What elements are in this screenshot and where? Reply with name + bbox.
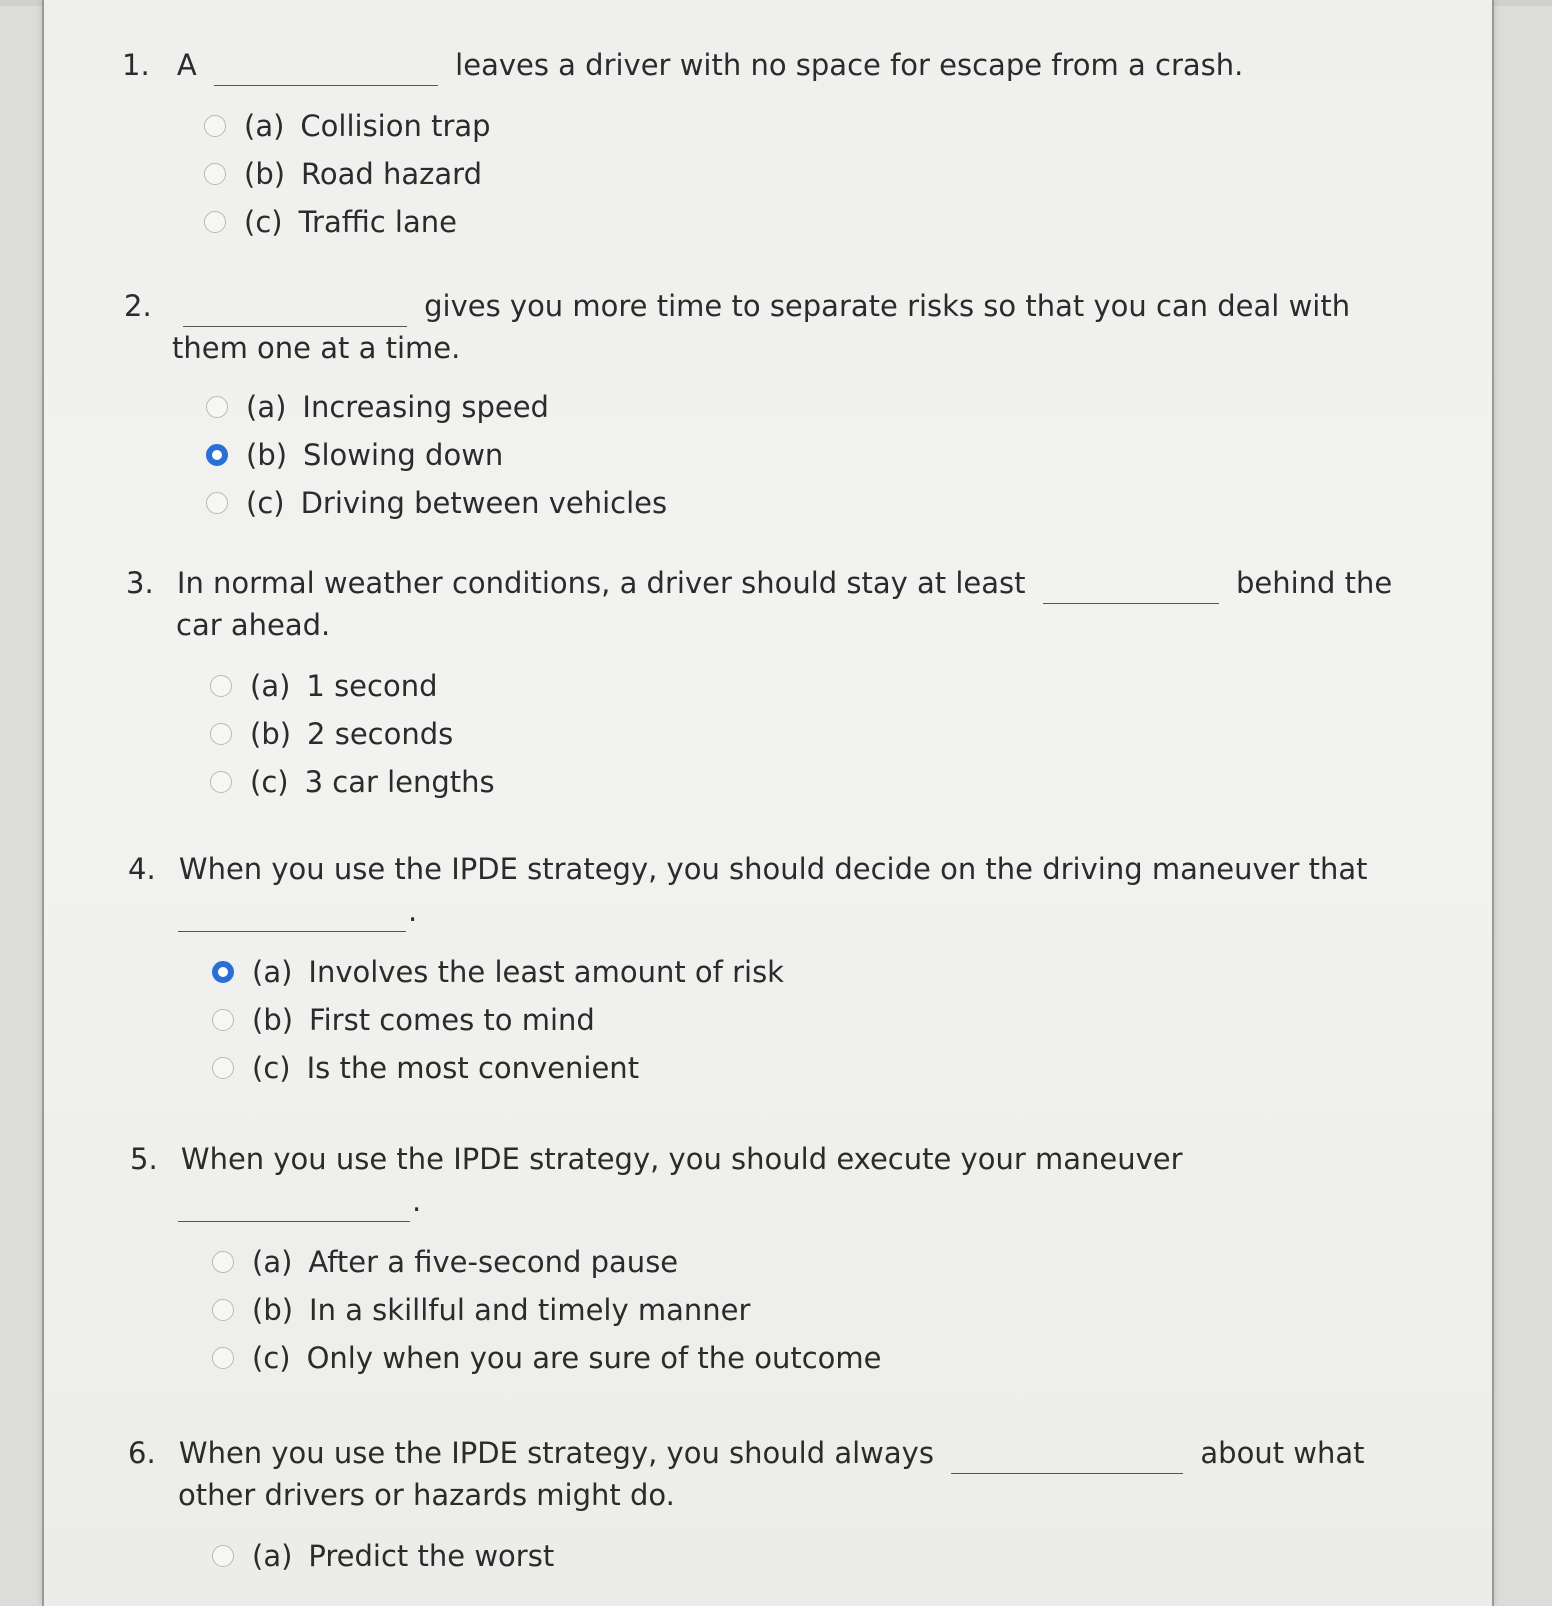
option-b[interactable] [210,710,495,758]
question-3-line [126,562,1552,604]
option-a[interactable] [212,948,784,996]
answer-blank [183,296,407,327]
radio-button[interactable] [206,492,228,514]
radio-button[interactable] [210,675,232,697]
question-text-after: about what [1200,1436,1365,1470]
question-text-before: In normal weather conditions, a driver should stay at least [176,566,1026,600]
question-text-after: behind the [1235,566,1393,600]
question-text-continued: car ahead. [176,608,331,642]
question-text-continued: . [412,1184,422,1218]
option-b[interactable] [212,996,784,1044]
option-text: Is the most convenient [306,1051,640,1085]
question-number: 5. [130,1142,158,1176]
question-text-continued: other drivers or hazards might do. [178,1478,675,1512]
option-letter: (b) [244,157,286,191]
quiz-sheet [42,0,1494,1606]
option-letter: (a) [244,109,285,143]
option-letter: (a) [252,955,293,989]
radio-button[interactable] [204,163,226,185]
option-letter: (c) [252,1051,291,1085]
question-text-after: gives you more time to separate risks so that you can deal with [424,289,1351,323]
option-text: First comes to mind [309,1003,595,1037]
question-4-line-2 [170,890,1552,932]
radio-button[interactable] [210,771,232,793]
option-letter: (c) [246,486,285,520]
question-2-line [124,285,1552,327]
option-letter: (a) [246,390,287,424]
option-letter: (c) [252,1341,291,1375]
question-2-line-2 [172,327,1552,369]
option-b[interactable] [206,431,667,479]
option-b[interactable] [212,1286,881,1334]
option-letter: (b) [246,438,288,472]
option-text: Traffic lane [298,205,457,239]
answer-blank [178,901,406,932]
answer-blank [1043,573,1219,604]
radio-button[interactable] [212,1251,234,1273]
answer-blank [178,1191,410,1222]
radio-button[interactable] [212,1009,234,1031]
question-text-before: When you use the IPDE strategy, you should execute your maneuver [180,1142,1183,1176]
option-text: Road hazard [301,157,482,191]
question-text-continued: them one at a time. [172,331,461,365]
options-list [212,1532,554,1580]
option-letter: (b) [250,717,292,751]
radio-button[interactable] [212,1347,234,1369]
question-text-before: When you use the IPDE strategy, you should decide on the driving maneuver that [178,852,1368,886]
option-letter: (c) [244,205,283,239]
radio-button[interactable] [212,1057,234,1079]
radio-button[interactable] [204,211,226,233]
option-text: 1 second [306,669,438,703]
question-text-after: leaves a driver with no space for escape from a crash. [455,48,1244,82]
option-text: Only when you are sure of the outcome [306,1341,882,1375]
option-letter: (a) [252,1539,293,1573]
option-a[interactable] [212,1532,554,1580]
option-c[interactable] [212,1044,784,1092]
question-6-line [128,1432,1552,1474]
answer-blank [951,1443,1183,1474]
options-list [212,1238,881,1382]
option-letter: (a) [250,669,291,703]
option-a[interactable] [212,1238,881,1286]
question-1-line [122,44,1552,86]
question-5-line-2 [170,1180,1552,1222]
question-number: 6. [128,1436,156,1470]
question-3-line-2 [176,604,1552,646]
option-c[interactable] [212,1334,881,1382]
option-letter: (b) [252,1293,294,1327]
question-6-line-2 [178,1474,1552,1516]
question-number: 3. [126,566,154,600]
question-text-before: When you use the IPDE strategy, you should always [178,1436,934,1470]
option-text: Increasing speed [302,390,549,424]
option-letter: (b) [252,1003,294,1037]
option-letter: (a) [252,1245,293,1279]
question-3 [44,562,1492,799]
question-6 [44,1432,1492,1573]
option-c[interactable] [206,479,667,527]
question-4 [44,848,1492,1085]
question-number: 2. [124,289,152,323]
option-letter: (c) [250,765,289,799]
radio-button[interactable] [212,1299,234,1321]
answer-blank [214,55,438,86]
radio-button-selected[interactable] [206,444,228,466]
radio-button-selected[interactable] [212,961,234,983]
options-list [206,383,667,527]
option-a[interactable] [206,383,667,431]
question-5 [44,1138,1492,1375]
option-a[interactable] [204,102,491,150]
radio-button[interactable] [212,1545,234,1567]
option-a[interactable] [210,662,495,710]
option-c[interactable] [210,758,495,806]
option-c[interactable] [204,198,491,246]
question-4-line [128,848,1552,890]
options-list [204,102,491,246]
option-text: Driving between vehicles [300,486,668,520]
option-text: After a five-second pause [308,1245,679,1279]
radio-button[interactable] [210,723,232,745]
question-2 [44,285,1492,520]
option-text: Predict the worst [308,1539,555,1573]
option-b[interactable] [204,150,491,198]
option-text: Collision trap [300,109,491,143]
question-5-line [130,1138,1552,1180]
option-text: In a skillful and timely manner [309,1293,751,1327]
question-number: 1. [122,48,150,82]
options-list [212,948,784,1092]
question-text-continued: . [408,894,418,928]
question-number: 4. [128,852,156,886]
radio-button[interactable] [206,396,228,418]
option-text: Slowing down [303,438,504,472]
option-text: 3 car lengths [304,765,495,799]
radio-button[interactable] [204,115,226,137]
question-1 [44,44,1492,239]
option-text: 2 seconds [307,717,454,751]
question-text-before: A [176,48,197,82]
options-list [210,662,495,806]
option-text: Involves the least amount of risk [308,955,784,989]
